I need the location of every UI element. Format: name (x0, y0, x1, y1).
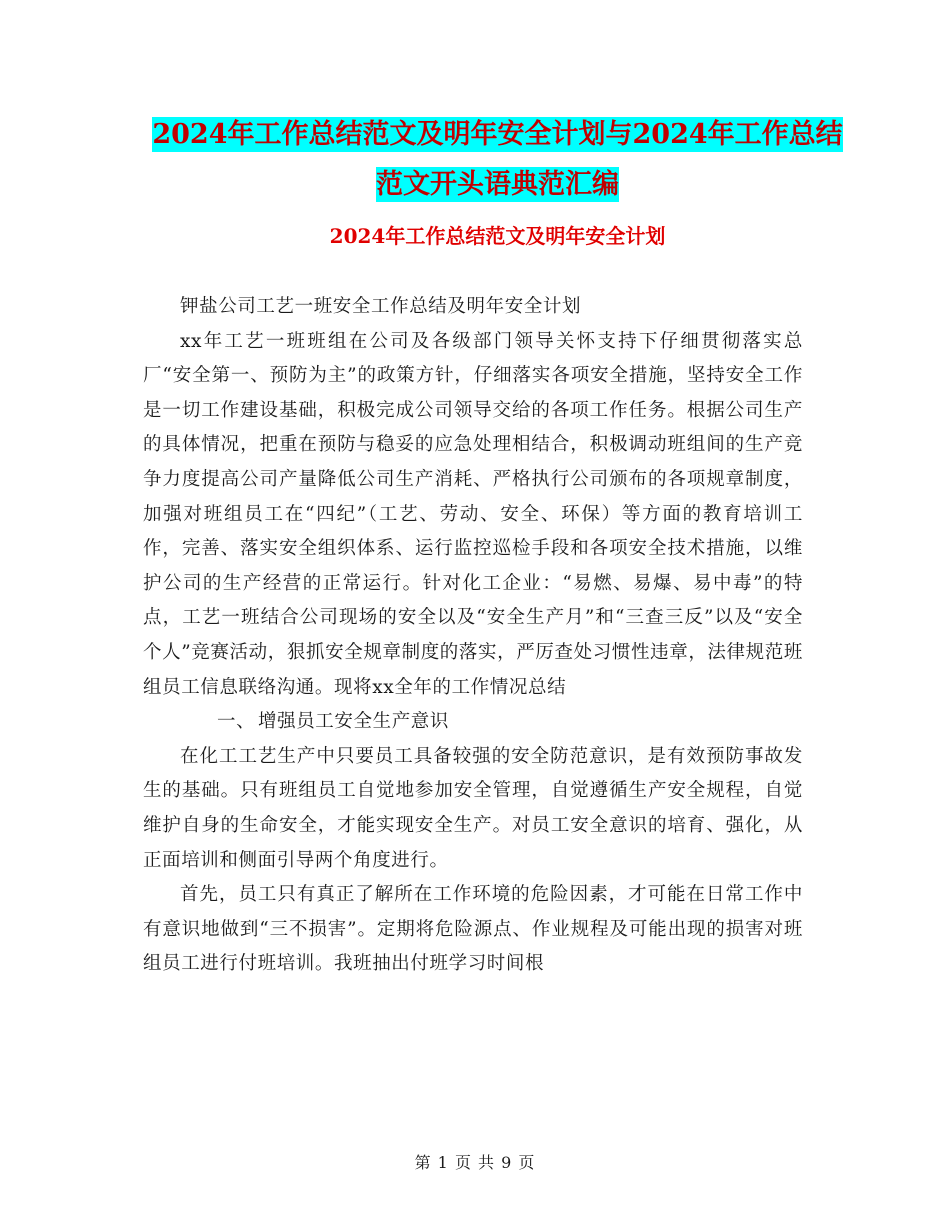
paragraph: 钾盐公司工艺一班安全工作总结及明年安全计划 (180, 296, 582, 317)
paragraph: 在化工工艺生产中只要员工具备较强的安全防范意识，是有效预防事故发生的基础。只有班组员工自觉地参加安全管理，自觉遵循生产安全规程，自觉维护自身的生命安全，才能实现安全生产。对员工安全意识的培育、强化，从正面培训和侧面引导两个角度进行。 (143, 745, 803, 871)
paragraph: 首先，员工只有真正了解所在工作环境的危险因素，才可能在日常工作中有意识地做到“三不损害”。定期将危险源点、作业规程及可能出现的损害对班组员工进行付班培训。我班抽出付班学习时间根 (143, 884, 803, 975)
document-body (143, 290, 803, 982)
section-heading-number: 一、 (217, 711, 256, 733)
paragraph: xx年工艺一班班组在公司及各级部门领导关怀支持下仔细贯彻落实总厂“安全第一、预防为主”的政策方针，仔细落实各项安全措施，坚持安全工作是一切工作建设基础，积极完成公司领导交给的各项工作任务。根据公司生产的具体情况，把重在预防与稳妥的应急处理相结合，积极调动班组间的生产竞争力度提高公司产量降低公司生产消耗、严格执行公司颁布的各项规章制度，加强对班组员工在“四纪”（工艺、劳动、安全、环保）等方面的教育培训工作，完善、落实安全组织体系、运行监控巡检手段和各项安全技术措施，以维护公司的生产经营的正常运行。针对化工企业：“易燃、易爆、易中毒”的特点，工艺一班结合公司现场的安全以及“安全生产月”和“三查三反”以及“安全个人”竞赛活动，狠抓安全规章制度的落实，严厉查处习惯性违章，法律规范班组员工信息联络沟通。现将xx全年的工作情况总结 (143, 330, 803, 698)
section-heading-text: 增强员工安全生产意识 (258, 711, 450, 733)
document-title (140, 110, 855, 210)
section-title: 2024年工作总结范文及明年安全计划 (329, 224, 666, 248)
document-title-text: 2024年工作总结范文及明年安全计划与2024年工作总结范文开头语典范汇编 (152, 119, 843, 200)
page-footer: 第 1 页 共 9 页 (414, 1153, 536, 1172)
section-heading (143, 705, 803, 740)
